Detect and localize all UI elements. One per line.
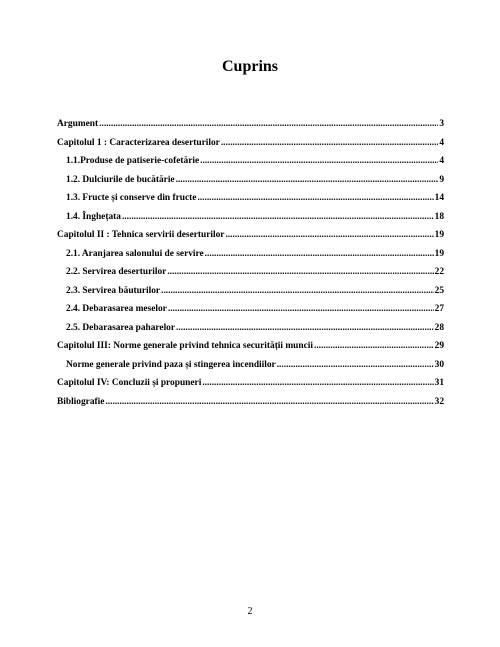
- toc-entry-page: 19: [434, 248, 444, 259]
- toc-entry-page: 3: [439, 119, 444, 129]
- toc-entry[interactable]: [57, 230, 444, 249]
- toc-entry-page: 4: [439, 156, 444, 166]
- toc-entry-label: 1.1.Produse de patiserie-cofetărie: [66, 156, 200, 166]
- toc-entry-label: Bibliografie: [57, 396, 105, 407]
- toc-entry-label: 1.2. Dulciurile de bucătărie: [66, 174, 175, 185]
- toc-entry-label: 2.3. Servirea băuturilor: [66, 285, 161, 296]
- toc-entry-label: Capitolul III: Norme generale privind tehnica securității muncii: [57, 341, 313, 351]
- toc-leader-dots: [197, 193, 433, 203]
- toc-leader-dots: [225, 230, 433, 240]
- toc-entry[interactable]: [57, 175, 444, 194]
- toc-leader-dots: [176, 175, 439, 185]
- toc-entry-page: 14: [434, 193, 444, 203]
- toc-entry[interactable]: [57, 341, 444, 360]
- toc-leader-dots: [122, 212, 434, 222]
- toc-entry-page: 27: [434, 304, 444, 314]
- toc-entry[interactable]: [57, 286, 444, 305]
- toc-entry[interactable]: [57, 323, 444, 342]
- toc-entry-page: 19: [434, 230, 444, 240]
- table-of-contents: [57, 119, 444, 415]
- toc-entry[interactable]: [57, 267, 444, 286]
- toc-leader-dots: [277, 360, 434, 370]
- toc-leader-dots: [161, 286, 434, 296]
- toc-entry[interactable]: [57, 156, 444, 175]
- toc-leader-dots: [176, 323, 434, 333]
- toc-entry-label: 2.1. Aranjarea salonului de servire: [66, 248, 204, 259]
- toc-entry-label: 1.3. Fructe și conserve din fructe: [66, 193, 197, 203]
- toc-leader-dots: [221, 138, 439, 148]
- toc-leader-dots: [314, 341, 434, 351]
- toc-entry-label: 1.4. Înghețata: [66, 211, 121, 222]
- toc-entry-label: Argument: [57, 119, 99, 129]
- toc-entry-page: 22: [434, 267, 444, 277]
- toc-entry-page: 9: [439, 174, 444, 185]
- toc-entry-page: 30: [434, 359, 444, 370]
- toc-leader-dots: [167, 267, 433, 277]
- toc-entry[interactable]: [57, 397, 444, 416]
- toc-leader-dots: [202, 378, 433, 388]
- toc-entry-page: 25: [434, 285, 444, 296]
- toc-entry-page: 18: [434, 211, 444, 222]
- toc-entry-label: 2.4. Debarasarea meselor: [66, 304, 167, 314]
- toc-entry-label: Capitolul 1 : Caracterizarea deserturilor: [57, 137, 220, 148]
- toc-leader-dots: [168, 304, 434, 314]
- toc-entry[interactable]: [57, 304, 444, 323]
- toc-entry-page: 29: [434, 341, 444, 351]
- toc-leader-dots: [99, 119, 438, 129]
- toc-entry[interactable]: [57, 138, 444, 157]
- toc-entry[interactable]: [57, 378, 444, 397]
- toc-entry[interactable]: [57, 360, 444, 379]
- toc-leader-dots: [105, 397, 433, 407]
- toc-entry-label: 2.2. Servirea deserturilor: [66, 267, 167, 277]
- toc-entry[interactable]: [57, 249, 444, 268]
- toc-leader-dots: [205, 249, 434, 259]
- toc-entry-label: 2.5. Debarasarea paharelor: [66, 322, 176, 333]
- toc-leader-dots: [200, 156, 438, 166]
- toc-entry-page: 4: [439, 137, 444, 148]
- toc-entry-label: Capitolul II : Tehnica servirii deserturilor: [57, 230, 225, 240]
- toc-entry[interactable]: [57, 119, 444, 138]
- toc-entry-label: Norme generale privind paza și stingerea incendiilor: [66, 359, 276, 370]
- toc-entry-page: 28: [434, 322, 444, 333]
- toc-entry[interactable]: [57, 212, 444, 231]
- page-title: Cuprins: [221, 58, 279, 75]
- toc-entry-page: 31: [434, 378, 444, 388]
- toc-entry-label: Capitolul IV: Concluzii și propuneri: [57, 378, 202, 388]
- toc-entry-page: 32: [434, 396, 444, 407]
- page-number: 2: [247, 606, 253, 617]
- toc-entry[interactable]: [57, 193, 444, 212]
